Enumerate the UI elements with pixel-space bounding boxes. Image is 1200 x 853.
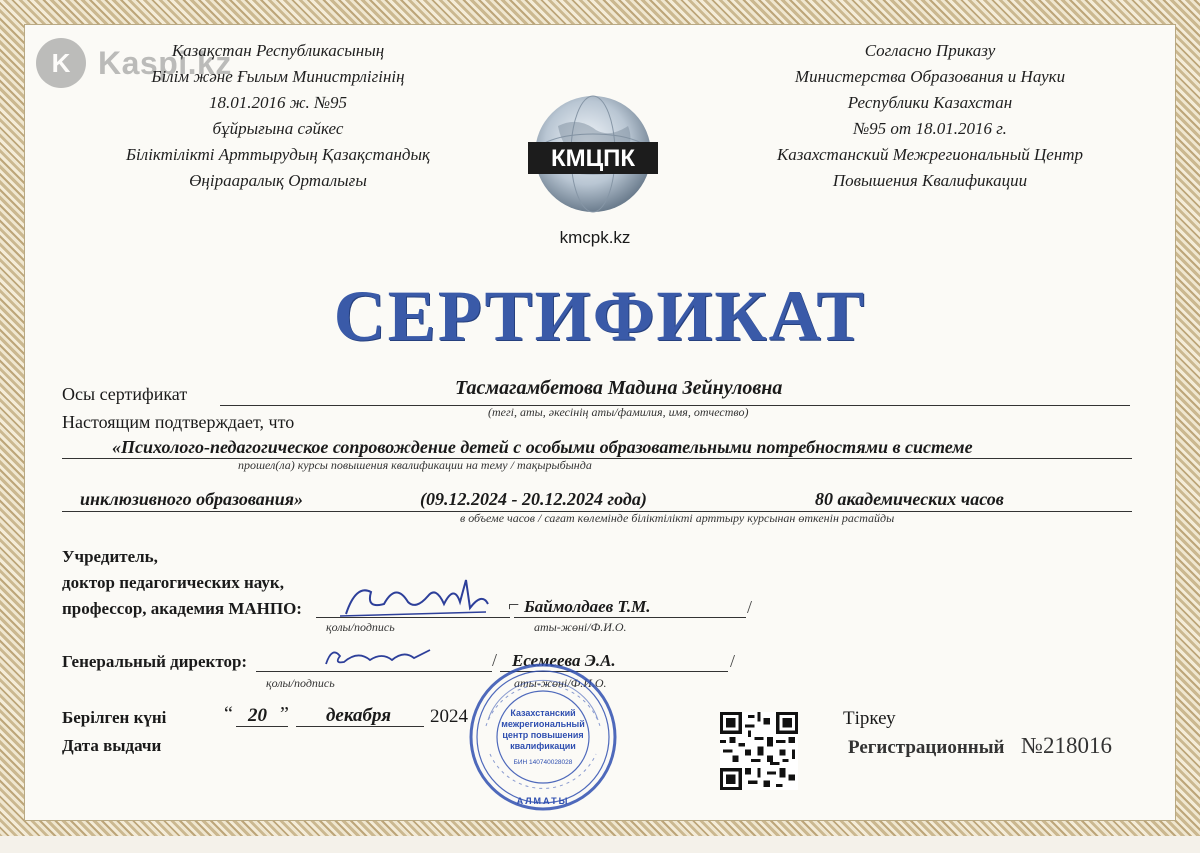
issue-month: декабря: [326, 705, 392, 726]
issue-label-kz: Берілген күні: [62, 708, 167, 727]
stamp-bin: БИН 140740028028: [513, 759, 573, 766]
founder-label-line2: доктор педагогических наук,: [62, 573, 284, 592]
recipient-name: Тасмагамбетова Мадина Зейнуловна: [455, 377, 783, 399]
recipient-label-ru: Настоящим подтверждает, что: [62, 412, 295, 432]
course-topic-caption: прошел(ла) курсы повышения квалификации на тему / тақырыбында: [238, 458, 592, 472]
issue-quote-open: “: [224, 703, 233, 725]
stamp-center-line: квалификации: [510, 741, 576, 751]
header-right-line: Согласно Приказу: [864, 41, 996, 60]
course-hours: 80 академических часов: [815, 489, 1004, 509]
header-right-line: №95 от 18.01.2016 г.: [853, 119, 1007, 138]
header-russian-order: [740, 38, 1120, 194]
header-left-line: бұйрығына сәйкес: [212, 119, 344, 138]
stamp-city: АЛМАТЫ: [516, 796, 570, 806]
header-left-line: 18.01.2016 ж. №95: [208, 93, 348, 112]
registration-label-ru: Регистрационный: [848, 737, 1005, 758]
founder-bracket-open: ⌐: [508, 594, 520, 616]
founder-name-caption: аты-жөні/Ф.И.О.: [534, 620, 627, 634]
director-label: Генеральный директор:: [62, 652, 248, 671]
header-kazakh-order: [88, 38, 468, 194]
header-left-line: Қазақстан Республикасының: [171, 41, 385, 60]
registration-number: №218016: [1021, 733, 1112, 758]
recipient-label-kz: Осы сертификат: [62, 384, 188, 404]
stamp-center-line: межрегиональный: [501, 719, 585, 729]
director-bracket-open: /: [492, 650, 498, 670]
director-name-caption: аты-жөні/Ф.И.О.: [514, 676, 607, 690]
issue-day-line: [236, 726, 288, 727]
founder-sign-caption: қолы/подпись: [326, 620, 395, 634]
founder-bracket-close: /: [747, 597, 753, 617]
founder-name: Баймолдаев Т.М.: [524, 597, 651, 616]
course-hours-caption: в объеме часов / сағат көлемінде біліктілікті арттыру курсынан өткенін растайды: [460, 511, 895, 525]
director-name: Есемеева Э.А.: [512, 651, 616, 670]
organization-round-stamp: [462, 662, 624, 812]
founder-label-line1: Учредитель,: [62, 547, 158, 566]
header-right-line: Повышения Квалификации: [832, 171, 1028, 190]
header-right-line: Казахстанский Межрегиональный Центр: [776, 145, 1084, 164]
director-sign-caption: қолы/подпись: [266, 676, 335, 690]
header-right-line: Республики Казахстан: [847, 93, 1013, 112]
kmcpk-globe-emblem: [518, 86, 668, 226]
emblem-website: kmcpk.kz: [559, 228, 631, 247]
stamp-center-line: Казахстанский: [510, 708, 576, 718]
issue-label-ru: Дата выдачи: [62, 736, 162, 755]
kaspi-brand-text: Kaspi.kz: [98, 44, 232, 81]
issue-year: 2024: [430, 706, 468, 727]
founder-name-line: [514, 617, 746, 618]
header-left-line: Білім және Ғылым Министрлігінің: [151, 67, 405, 86]
qr-code[interactable]: [720, 712, 798, 790]
founder-signature: [336, 574, 496, 624]
course-topic-line1: «Психолого-педагогическое сопровождение детей с особыми образовательными потребностями в системе: [112, 437, 973, 457]
header-left-line: Өңірааралық Орталығы: [189, 171, 367, 190]
header-left-line: Біліктілікті Арттырудың Қазақстандық: [126, 145, 430, 164]
emblem-text: КМЦПК: [550, 145, 636, 172]
certificate-title: СЕРТИФИКАТ: [333, 276, 867, 356]
issue-day: 20: [248, 705, 267, 726]
director-bracket-close: /: [730, 651, 736, 671]
page-bottom-margin: [0, 836, 1200, 853]
course-topic-line: [62, 458, 1132, 459]
recipient-name-caption: (тегі, аты, әкесінің аты/фамилия, имя, отчество): [488, 405, 749, 419]
course-dates: (09.12.2024 - 20.12.2024 года): [420, 489, 647, 509]
registration-label-kz: Тіркеу: [843, 708, 896, 729]
founder-label-line3: профессор, академия МАНПО:: [62, 599, 302, 618]
issue-month-line: [296, 726, 424, 727]
kaspi-logo-icon: K: [36, 38, 86, 88]
director-signature: [318, 636, 438, 676]
issue-quote-close: ”: [280, 703, 289, 725]
course-topic-line2: инклюзивного образования»: [80, 489, 304, 509]
header-right-line: Министерства Образования и Науки: [794, 67, 1066, 86]
stamp-center-line: центр повышения: [502, 730, 584, 740]
